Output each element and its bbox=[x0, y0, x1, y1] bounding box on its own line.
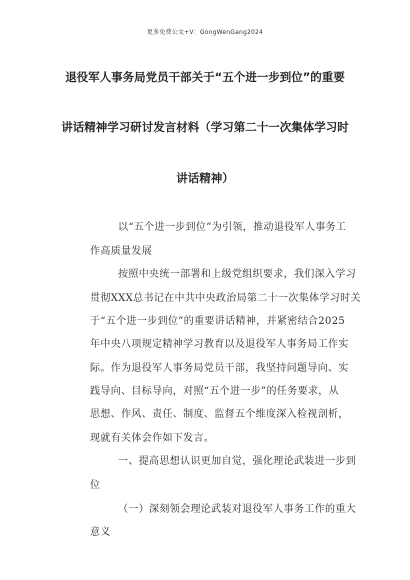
paragraph-1-line: 于“五个进一步到位”的重要讲话精神，并紧密结合2025 bbox=[90, 316, 346, 327]
paragraph-1-line: 际。作为退役军人事务局党员干部，我坚持问题导向、实 bbox=[90, 363, 349, 374]
header-note: 更多免费公文+V：GongWenGang2024 bbox=[146, 29, 264, 36]
paragraph-1-line: 年中央八项规定精神学习教育以及退役军人事务局工作实 bbox=[90, 339, 349, 350]
heading-1-line-1: 一、提高思想认识更加自觉，强化理论武装进一步到 bbox=[118, 456, 357, 467]
heading-1-line-2: 位 bbox=[90, 480, 101, 491]
paragraph-1-line: 思想、作风、责任、制度、监督五个维度深入检视剖析， bbox=[90, 409, 349, 420]
paragraph-1-line: 现就有关体会作如下发言。 bbox=[90, 433, 215, 444]
subtitle-line-2: 作高质量发展 bbox=[90, 246, 153, 257]
paragraph-1-line: 按照中央统一部署和上级党组织要求，我们深入学习 bbox=[118, 269, 357, 280]
heading-2-line-1: （一）深刻领会理论武装对退役军人事务工作的重大 bbox=[118, 504, 357, 515]
subtitle-line-1: 以“五个进一步到位”为引领，推动退役军人事务工 bbox=[118, 222, 347, 233]
document-title-line-1: 退役军人事务局党员干部关于“五个进一步到位”的重要 bbox=[65, 70, 345, 84]
document-title-line-2: 讲话精神学习研讨发言材料（学习第二十一次集体学习时 bbox=[61, 120, 349, 134]
heading-2-line-2: 意义 bbox=[90, 527, 111, 538]
document-title-line-3: 讲话精神） bbox=[176, 171, 234, 185]
paragraph-1-line: 践导向、目标导向，对照“五个进一步”的任务要求，从 bbox=[90, 386, 339, 397]
paragraph-1-line: 贯彻XXX总书记在中共中央政治局第二十一次集体学习时关 bbox=[90, 293, 361, 304]
